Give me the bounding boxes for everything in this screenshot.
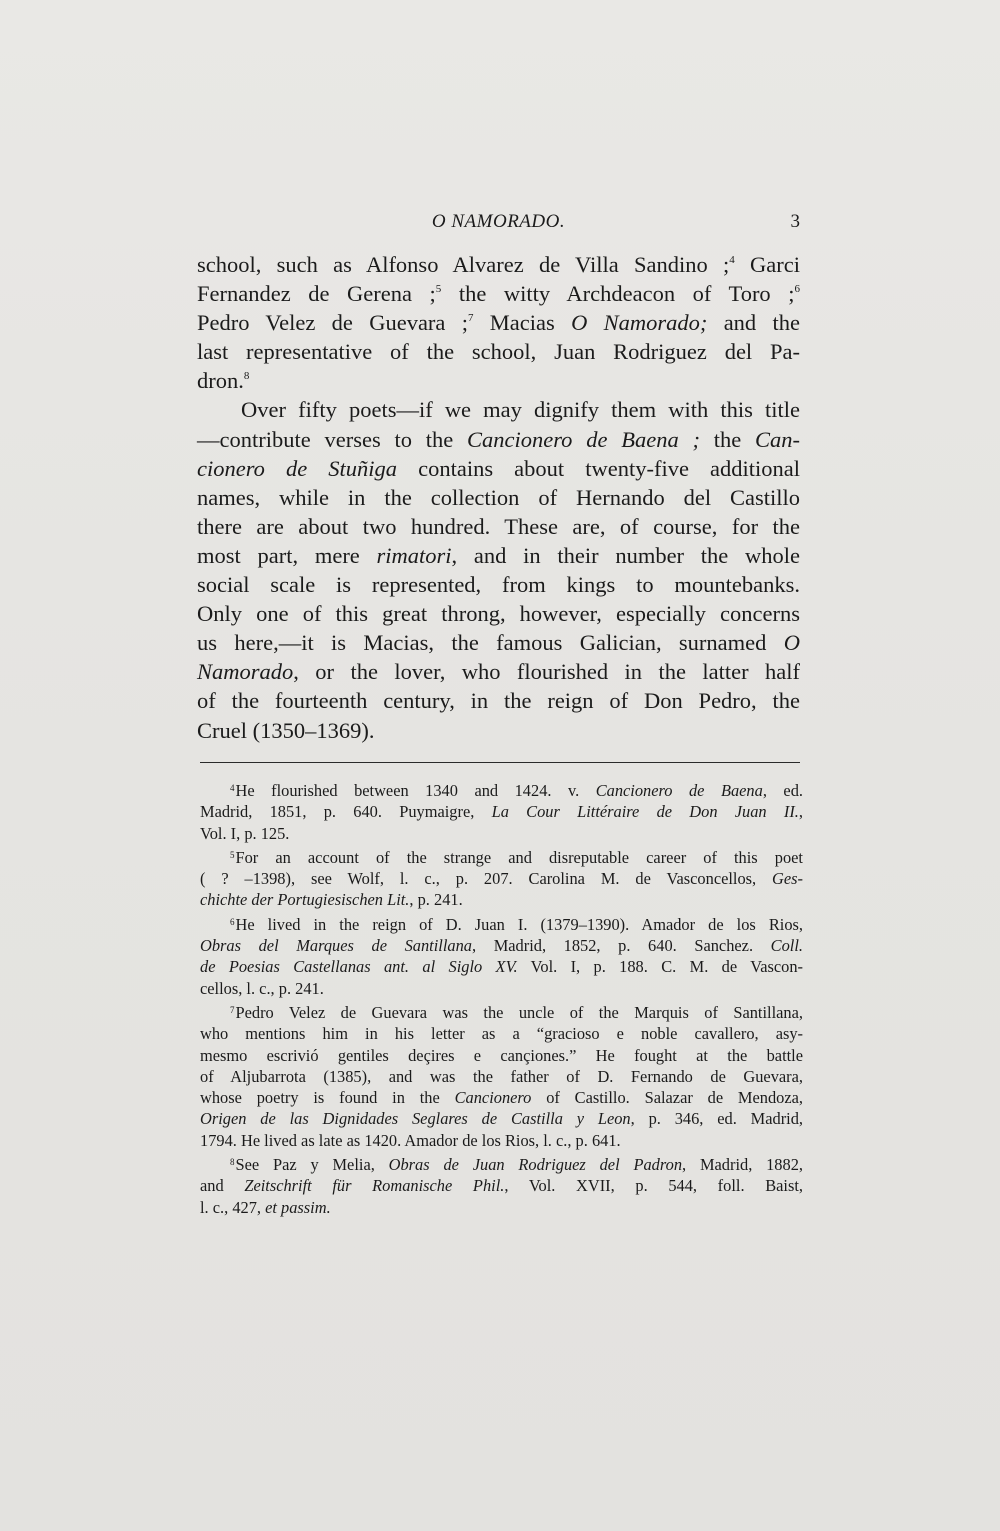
footnote-rule — [200, 762, 800, 763]
footnote-line: $^6$He lived in the reign of D. Juan I. (1379–1390). Amador de los Rios, — [230, 914, 803, 934]
footnotes — [200, 780, 803, 1221]
footnote-line: who mentions him in his letter as a “gracioso e noble cavallero, asy- — [200, 1024, 803, 1044]
footnote-line: cellos, l. c., p. 241. — [200, 978, 324, 998]
footnote-reference: 4 — [729, 254, 735, 266]
text-line: cionero de Stuñiga contains about twenty-five additional — [197, 455, 800, 481]
footnote-line: $^8$See Paz y Melia, Obras de Juan Rodriguez del Padron, Madrid, 1882, — [230, 1155, 803, 1175]
text-line: dron.$^8$ — [197, 368, 250, 394]
footnote-mark: 7 — [230, 1004, 235, 1015]
text-line: —contribute verses to the Cancionero de Baena ; the Can- — [197, 426, 800, 452]
text-line: school, such as Alfonso Alvarez de Villa Sandino ;$^4$ Garci — [197, 252, 801, 277]
footnote-mark: 8 — [230, 1157, 235, 1168]
text-line: social scale is represented, from kings to mountebanks. — [197, 572, 800, 598]
footnote-line: Obras del Marques de Santillana, Madrid, 1852, p. 640. Sanchez. Coll. — [200, 936, 804, 956]
footnote-line: chichte der Portugiesischen Lit., p. 241. — [200, 890, 463, 910]
text-line: last representative of the school, Juan Rodriguez del Pa- — [197, 339, 800, 365]
footnote — [200, 1002, 803, 1151]
footnote — [200, 847, 803, 911]
footnote-line: $^4$He flourished between 1340 and 1424. v. Cancionero de Baena, ed. — [230, 781, 803, 800]
text-line: Pedro Velez de Guevara ;$^7$ Macias O Namorado; and the — [197, 310, 800, 336]
text-line: most part, mere rimatori, and in their number the whole — [197, 542, 800, 568]
footnote — [200, 780, 803, 844]
footnote-reference: 7 — [467, 312, 474, 325]
page-number: 3 — [790, 211, 800, 232]
text-line: names, while in the collection of Hernando del Castillo — [197, 484, 800, 510]
footnote-line: Madrid, 1851, p. 640. Puymaigre, La Cour Littéraire de Don Juan II., — [200, 802, 803, 822]
footnote-line: $^5$For an account of the strange and disreputable career of this poet — [230, 847, 803, 867]
text-line: Cruel (1350–1369). — [197, 717, 375, 743]
text-line: Fernandez de Gerena ;$^5$ the witty Archdeacon of Toro ;$^6$ — [197, 281, 800, 307]
running-head — [197, 207, 800, 237]
text-line: of the fourteenth century, in the reign of Don Pedro, the — [197, 688, 800, 714]
text-line: Namorado, or the lover, who flourished in the latter half — [197, 659, 800, 685]
paragraph — [197, 250, 800, 395]
text-line: there are about two hundred. These are, of course, for the — [197, 513, 800, 539]
footnote-line: de Poesias Castellanas ant. al Siglo XV. Vol. I, p. 188. C. M. de Vascon- — [200, 957, 803, 977]
footnote — [200, 1154, 803, 1218]
footnote-mark: 4 — [230, 783, 235, 793]
footnote-line: ( ? –1398), see Wolf, l. c., p. 207. Carolina M. de Vasconcellos, Ges- — [200, 869, 803, 889]
running-title: O NAMORADO. — [431, 211, 566, 232]
text-line: Only one of this great throng, however, especially concerns — [197, 601, 800, 627]
footnote-line: Vol. I, p. 125. — [200, 823, 290, 843]
paragraph — [197, 395, 800, 744]
footnote-mark: 5 — [230, 849, 235, 860]
footnote-line: 1794. He lived as late as 1420. Amador de los Rios, l. c., p. 641. — [200, 1130, 621, 1150]
footnote-mark: 6 — [230, 916, 235, 927]
body-text — [197, 250, 800, 745]
footnote-reference: 6 — [794, 283, 800, 296]
footnote-line: whose poetry is found in the Cancionero of Castillo. Salazar de Mendoza, — [200, 1088, 803, 1108]
text-line: us here,—it is Macias, the famous Galician, surnamed O — [197, 630, 800, 656]
footnote-reference: 5 — [435, 283, 442, 296]
footnote — [200, 914, 803, 999]
footnote-line: l. c., 427, et passim. — [200, 1197, 331, 1217]
footnote-line: $^7$Pedro Velez de Guevara was the uncle of the Marquis of Santillana, — [230, 1002, 803, 1022]
text-line: Over fifty poets—if we may dignify them with this title — [241, 397, 800, 423]
footnote-line: of Aljubarrota (1385), and was the father of D. Fernando de Guevara, — [200, 1066, 803, 1086]
footnote-reference: 8 — [243, 370, 250, 383]
footnote-line: Origen de las Dignidades Seglares de Castilla y Leon, p. 346, ed. Madrid, — [200, 1109, 804, 1129]
footnote-line: mesmo escrivió gentiles deçires e cançiones.” He fought at the battle — [200, 1045, 803, 1065]
footnote-line: and Zeitschrift für Romanische Phil., Vol. XVII, p. 544, foll. Baist, — [200, 1176, 803, 1196]
